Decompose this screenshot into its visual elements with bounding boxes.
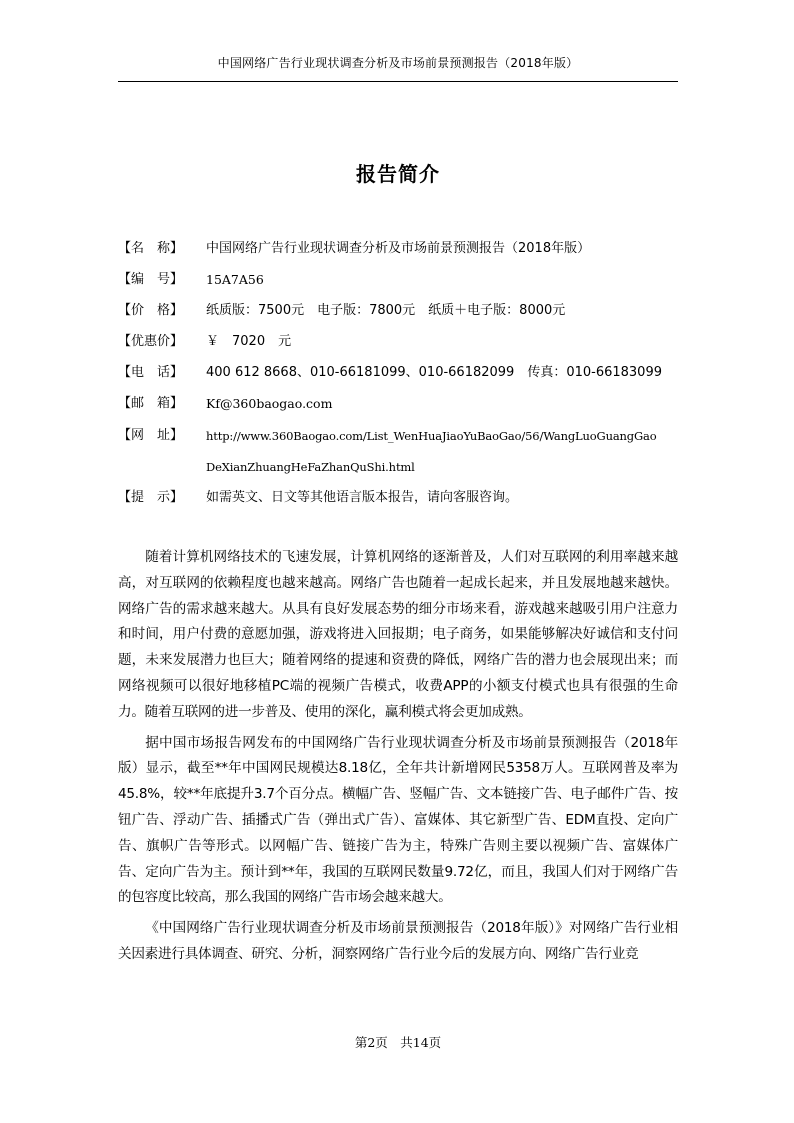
info-value-url-line1[interactable]: http://www.360Baogao.com/List_WenHuaJiaoYuBaoGao/56/WangLuoGuangGao — [206, 429, 657, 443]
page-title: 报告简介 — [356, 162, 440, 186]
info-label-phone: 【电 话】 — [118, 365, 184, 380]
header-divider — [118, 81, 678, 82]
info-label-tip: 【提 示】 — [118, 490, 184, 505]
info-value-code: 15A7A56 — [206, 272, 264, 287]
running-header-title: 中国网络广告行业现状调查分析及市场前景预测报告（2018年版） — [217, 56, 579, 70]
info-label-price: 【价 格】 — [118, 303, 184, 318]
info-label-url: 【网 址】 — [118, 428, 184, 443]
report-summary-body — [118, 545, 678, 973]
info-value-phone: 400 612 8668、010-66181099、010-66182099 传真：010-66183099 — [206, 365, 662, 380]
info-label-discount: 【优惠价】 — [118, 334, 184, 349]
info-row-phone — [118, 361, 688, 385]
info-label-name: 【名 称】 — [118, 241, 184, 256]
info-row-discount — [118, 330, 688, 354]
info-value-tip: 如需英文、日文等其他语言版本报告，请向客服咨询。 — [206, 490, 519, 505]
info-row-price — [118, 299, 688, 323]
info-row-tip — [118, 486, 688, 510]
info-value-price: 纸质版：7500元 电子版：7800元 纸质＋电子版：8000元 — [206, 303, 566, 318]
page-footer: 第2页 共14页 — [354, 1035, 442, 1050]
info-value-name: 中国网络广告行业现状调查分析及市场前景预测报告（2018年版） — [206, 241, 591, 256]
info-row-code — [118, 268, 688, 292]
info-label-email: 【邮 箱】 — [118, 396, 184, 411]
body-paragraph-3: 《中国网络广告行业现状调查分析及市场前景预测报告（2018年版）》对网络广告行业相关因素进行具体调查、研究、分析，洞察网络广告行业今后的发展方向、网络广告行业竞 — [118, 920, 678, 962]
info-value-discount: ￥ 7020 元 — [206, 334, 292, 349]
info-row-name — [118, 237, 688, 261]
body-paragraph-1: 随着计算机网络技术的飞速发展，计算机网络的逐渐普及，人们对互联网的利用率越来越高，对互联网的依赖程度也越来越高。网络广告也随着一起成长起来，并且发展地越来越快。网络广告的需求越来越大。从具有良好发展态势的细分市场来看，游戏越来越吸引用户注意力和时间，用户付费的意愿加强，游戏将进入回报期；电子商务，如果能够解决好诚信和支付问题，未来发展潜力也巨大；随着网络的提速和资费的降低，网络广告的潜力也会展现出来；而网络视频可以很好地移植PC端的视频广告模式，收费APP的小额支付模式也具有很强的生命力。随着互联网的进一步普及、使用的深化，赢利模式将会更加成熟。 — [118, 549, 678, 720]
info-row-url-cont — [118, 455, 688, 479]
body-paragraph-2: 据中国市场报告网发布的中国网络广告行业现状调查分析及市场前景预测报告（2018年版）显示，截至**年中国网民规模达8.18亿，全年共计新增网民5358万人。互联网普及率为45.8%，较**年底提升3.7个百分点。横幅广告、竖幅广告、文本链接广告、电子邮件广告、按钮广告、浮动广告、插播式广告（弹出式广告）、富媒体、其它新型广告、EDM直投、定向广告、旗帜广告等形式。以网幅广告、链接广告为主，特殊广告则主要以视频广告、富媒体广告、定向广告为主。预计到**年，我国的互联网民数量9.72亿，而且，我国人们对于网络广告的包容度比较高，那么我国的网络广告市场会越来越大。 — [118, 734, 678, 906]
info-row-email — [118, 392, 688, 416]
info-value-email[interactable]: Kf@360baogao.com — [206, 396, 333, 411]
info-value-url-line2[interactable]: DeXianZhuangHeFaZhanQuShi.html — [206, 460, 415, 474]
info-row-url — [118, 424, 688, 448]
info-label-code: 【编 号】 — [118, 272, 184, 287]
